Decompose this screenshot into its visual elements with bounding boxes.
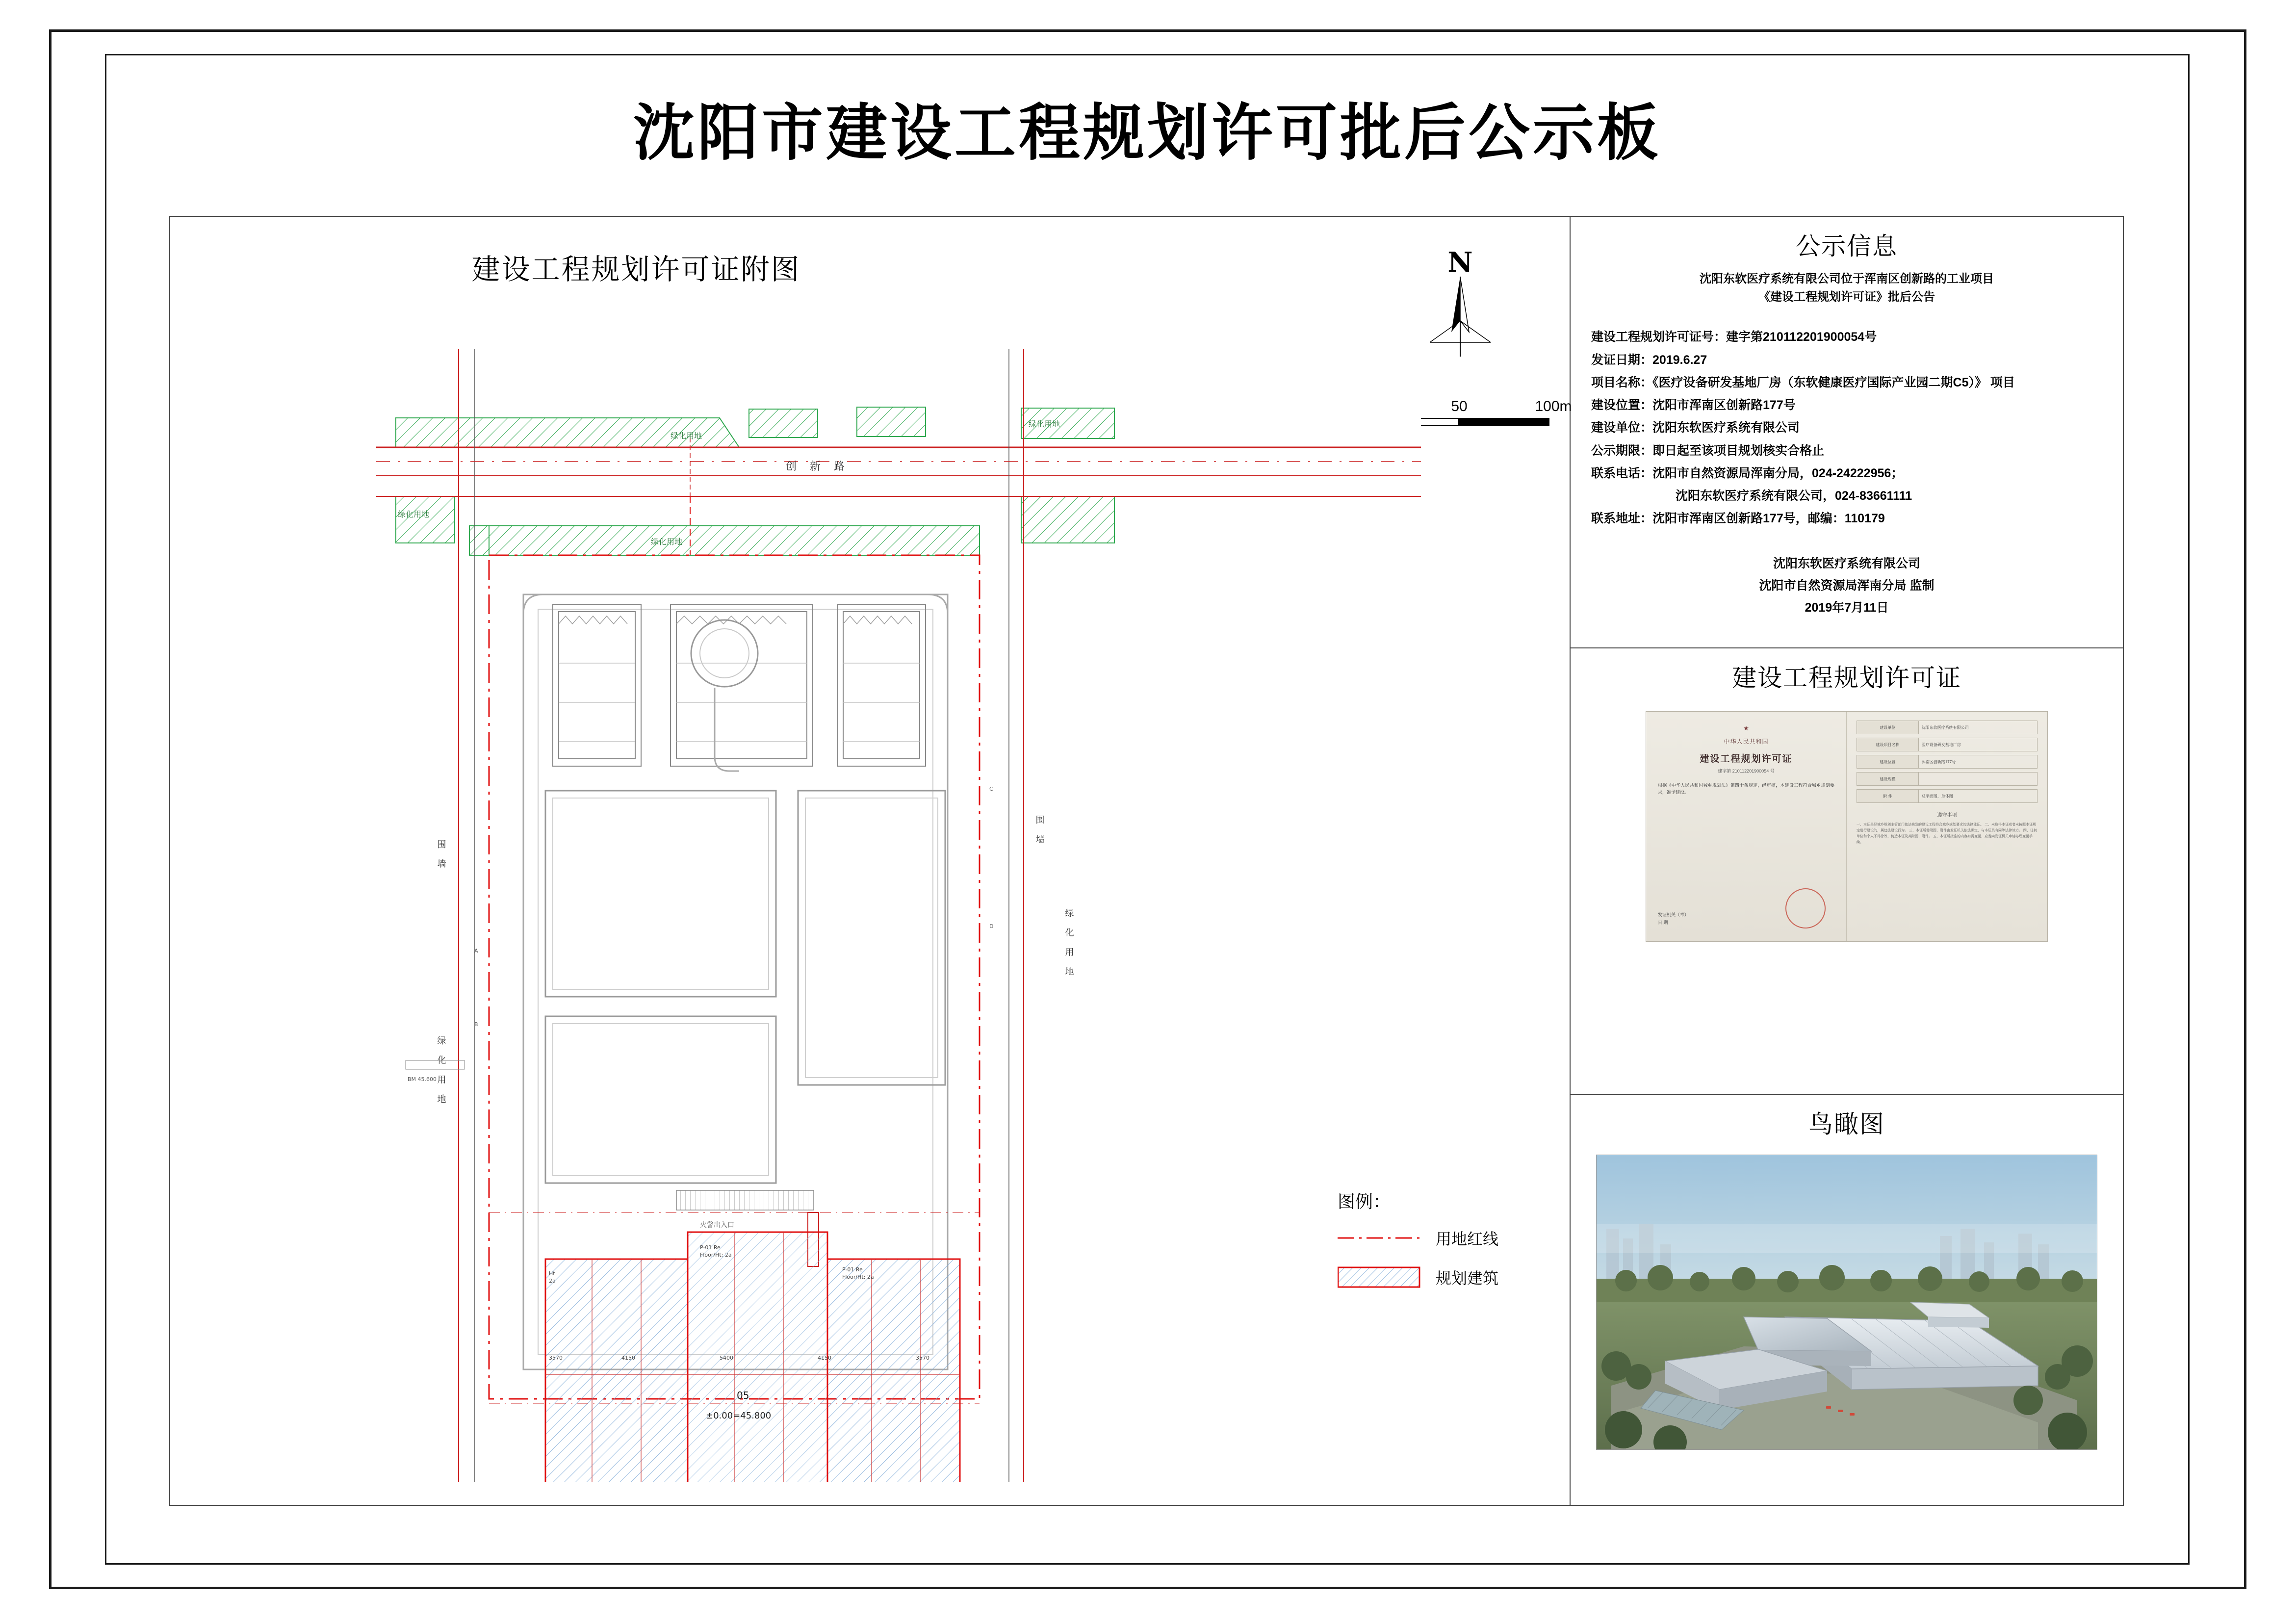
field-location (1591, 394, 2105, 416)
field-developer-value: 沈阳东软医疗系统有限公司 (1652, 421, 1800, 435)
field-project-name-key: 项目名称： (1591, 375, 1653, 389)
permit-doc-field-location-key: 建设位置 (1857, 755, 1919, 768)
field-period-key: 公示期限： (1591, 443, 1653, 458)
permit-doc-field-scale (1857, 772, 2038, 786)
svg-text:05: 05 (737, 1390, 749, 1401)
permit-doc-signature (1658, 911, 1689, 927)
svg-text:P-01 Re: P-01 Re (700, 1244, 721, 1251)
permit-doc-left-page (1646, 712, 1847, 941)
scale-tick-100: 100m (1535, 398, 1572, 414)
field-period (1591, 439, 2105, 462)
national-emblem-icon: ★ (1743, 724, 1749, 732)
permit-document-image (1646, 711, 2048, 942)
field-location-value: 沈阳市浑南区创新路177号 (1652, 398, 1796, 412)
field-permit-number-key: 建设工程规划许可证号： (1591, 330, 1727, 344)
legend-label-building: 规划建筑 (1436, 1269, 1499, 1287)
permit-doc-right-page (1847, 712, 2047, 941)
field-issue-date-key: 发证日期： (1591, 353, 1653, 367)
svg-text:A: A (474, 948, 478, 954)
field-permit-number (1591, 326, 2105, 348)
permit-doc-note-title: 遵守事项 (1937, 813, 1957, 818)
red-seal-icon (1785, 888, 1826, 928)
svg-text:绿化用地: 绿化用地 (671, 431, 702, 440)
permit-doc-country: 中华人民共和国 (1724, 738, 1769, 745)
compass-letter: N (1447, 246, 1473, 279)
site-plan-drawing (376, 349, 1421, 1482)
permit-doc-field-developer (1857, 721, 2038, 734)
legend (1338, 1188, 1563, 1305)
svg-text:绿 化 用 地: 绿 化 用 地 (436, 1036, 446, 1108)
svg-text:围 墙: 围 墙 (1034, 815, 1045, 848)
building-swatch-icon (1338, 1266, 1421, 1289)
field-phone (1591, 462, 2105, 485)
svg-text:绿 化 用 地: 绿 化 用 地 (1063, 908, 1074, 980)
aerial-rendering-image (1596, 1155, 2097, 1450)
svg-text:绿化用地: 绿化用地 (398, 510, 430, 519)
svg-text:Floor/Ht: 2a: Floor/Ht: 2a (842, 1274, 874, 1280)
field-project-name-value: 《医疗设备研发基地厂房（东软健康医疗国际产业园二期C5）》 项目 (1652, 375, 2015, 389)
footer-date: 2019年7月11日 (1805, 600, 1889, 615)
permit-title: 建设工程规划许可证 (1732, 664, 1961, 692)
svg-text:3570: 3570 (549, 1355, 563, 1361)
legend-title: 图例： (1338, 1191, 1391, 1212)
notice-fields (1571, 306, 2123, 530)
svg-text:火警出入口: 火警出入口 (700, 1221, 734, 1229)
permit-block (1571, 648, 2123, 1095)
svg-text:3570: 3570 (916, 1355, 929, 1361)
permit-doc-field-scale-key: 建设规模 (1857, 773, 1919, 785)
field-phone-key: 联系电话： (1591, 466, 1653, 480)
field-issue-date (1591, 349, 2105, 371)
footer-authority: 沈阳市自然资源局浑南分局 监制 (1759, 578, 1935, 593)
site-plan-title: 建设工程规划许可证附图 (471, 253, 801, 286)
svg-text:创 新 路: 创 新 路 (786, 461, 850, 473)
notice-footer (1571, 530, 2123, 619)
permit-doc-title: 建设工程规划许可证 (1700, 754, 1793, 764)
svg-text:Floor/Ht: 2a: Floor/Ht: 2a (700, 1252, 732, 1258)
scale-tick-50: 50 (1451, 398, 1468, 414)
aerial-block (1571, 1095, 2123, 1505)
svg-text:4150: 4150 (818, 1355, 831, 1361)
permit-doc-field-developer-key: 建设单位 (1857, 721, 1919, 734)
field-phone-2: 沈阳东软医疗系统有限公司，024-83661111 (1676, 489, 1912, 503)
permit-doc-field-location (1857, 755, 2038, 769)
aerial-title: 鸟瞰图 (1808, 1110, 1885, 1138)
field-period-value: 即日起至该项目规划核实合格止 (1652, 443, 1825, 458)
legend-item-redline (1338, 1227, 1563, 1249)
permit-doc-paragraph: 根据《中华人民共和国城乡规划法》第四十条规定，经审核，本建设工程符合城乡规划要求，准予建设。 (1658, 783, 1834, 795)
content-frame (169, 216, 2124, 1506)
svg-text:2a: 2a (549, 1278, 556, 1284)
svg-text:BM 45.600: BM 45.600 (408, 1076, 437, 1083)
permit-doc-note: 一、本证是经城乡规划主管部门依法核发的建设工程符合城乡规划要求的法律凭证。 二、未取得本证或者未按照本证规定进行建设的，属违法建设行为。 三、本证所需附图、附件由发证机关依法确定，与本证具有同等法律效力。 四、任何单位和个人不得涂改、伪造本证及其附图、附件。 五、本证所批准的内容如需变更，应当向发证机关申请办理变更手续。 (1857, 823, 2037, 844)
permit-doc-sign-authority: 发证机关（章） (1658, 912, 1689, 918)
field-permit-number-value: 建字第210112201900054号 (1726, 330, 1877, 344)
legend-label-redline: 用地红线 (1436, 1230, 1499, 1248)
svg-text:绿化用地: 绿化用地 (1029, 419, 1060, 429)
field-issue-date-value: 2019.6.27 (1652, 353, 1707, 367)
svg-text:Ht: Ht (549, 1270, 555, 1277)
permit-doc-field-attachment-value: 总平面图、单体图 (1921, 794, 1953, 799)
permit-doc-field-location-value: 浑南区创新路177号 (1921, 759, 1956, 764)
svg-text:±0.00=45.800: ±0.00=45.800 (706, 1411, 772, 1421)
footer-company: 沈阳东软医疗系统有限公司 (1773, 556, 1920, 570)
field-address-key: 联系地址： (1591, 512, 1653, 526)
field-location-key: 建设位置： (1591, 398, 1653, 412)
legend-item-building (1338, 1266, 1563, 1289)
field-address-value: 沈阳市浑南区创新路177号，邮编：110179 (1652, 512, 1885, 526)
svg-text:绿化用地: 绿化用地 (651, 537, 683, 546)
svg-text:4150: 4150 (621, 1355, 635, 1361)
permit-doc-field-project (1857, 738, 2038, 751)
notice-info-title: 公示信息 (1796, 232, 1898, 260)
site-plan-panel (170, 217, 1571, 1505)
field-developer-key: 建设单位： (1591, 421, 1653, 435)
field-phone-value: 沈阳市自然资源局浑南分局，024-24222956； (1652, 466, 1904, 480)
notice-subtitle-line2: 《建设工程规划许可证》批后公告 (1758, 290, 1935, 304)
permit-doc-sign-date: 日 期 (1658, 920, 1668, 925)
svg-text:B: B (474, 1021, 478, 1028)
permit-doc-field-developer-value: 沈阳东软医疗系统有限公司 (1921, 725, 1969, 730)
permit-doc-subtitle: 建字第 210112201900054 号 (1718, 769, 1775, 773)
redline-swatch-icon (1338, 1227, 1421, 1249)
page-title: 沈阳市建设工程规划许可批后公示板 (633, 97, 1661, 169)
permit-doc-field-project-value: 医疗设备研发基地厂房 (1921, 742, 1961, 747)
field-address (1591, 507, 2105, 530)
permit-doc-field-project-key: 建设项目名称 (1857, 738, 1919, 751)
svg-text:D: D (989, 923, 994, 929)
svg-text:C: C (989, 786, 993, 792)
svg-text:围 墙: 围 墙 (436, 840, 446, 872)
field-project-name (1591, 371, 2105, 394)
svg-text:5400: 5400 (720, 1355, 733, 1361)
field-developer (1591, 416, 2105, 439)
svg-text:P-01 Re: P-01 Re (842, 1266, 863, 1273)
permit-doc-field-attachment-key: 附 件 (1857, 790, 1919, 802)
permit-doc-field-attachment (1857, 789, 2038, 803)
notice-info-block (1571, 217, 2123, 648)
notice-subtitle-line1: 沈阳东软医疗系统有限公司位于浑南区创新路的工业项目 (1700, 272, 1994, 285)
info-column (1571, 217, 2123, 1505)
